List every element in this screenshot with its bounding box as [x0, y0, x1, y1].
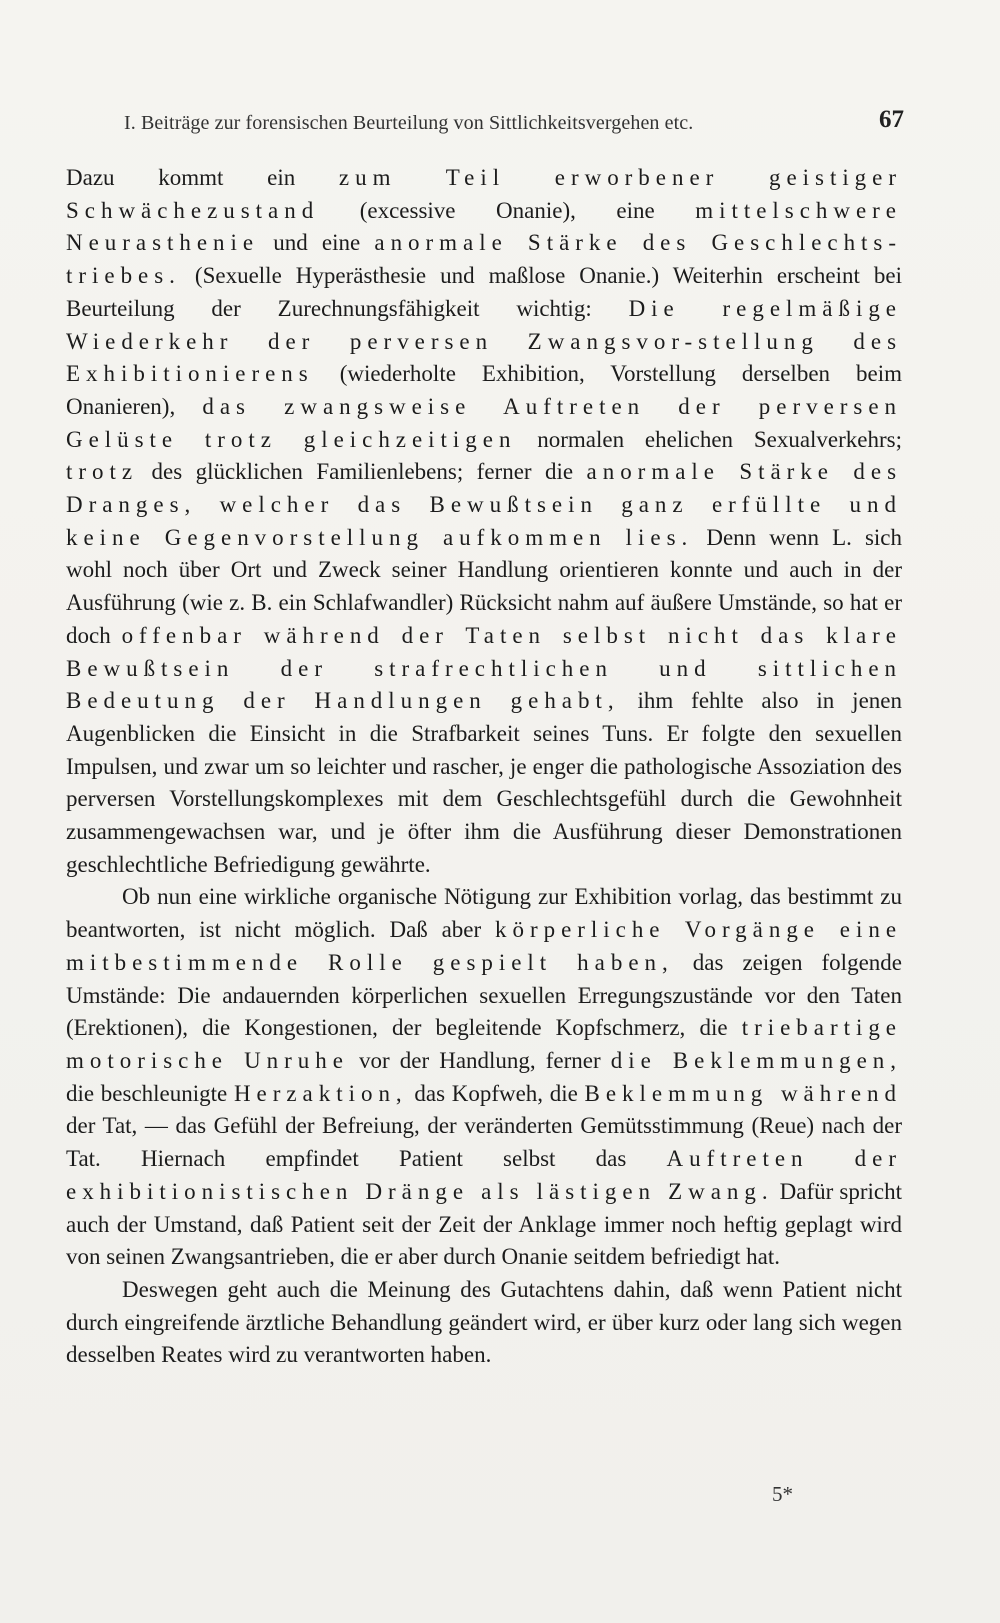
- spaced-emphasis-run: offenbar während der Taten selbst nicht das klare Bewußtsein der strafrechtlichen und sittlichen Bedeutung der Handlungen gehabt,: [66, 622, 902, 714]
- text-run: (wiederholte Exhibition, Vorstellung derselben beim Onanieren),: [66, 361, 902, 419]
- spaced-emphasis-run: mittelschwere Neurasthenie: [66, 197, 902, 256]
- text-run: Dazu kommt ein: [66, 165, 339, 190]
- text-run: vor der Handlung, ferner: [348, 1047, 611, 1073]
- text-run: der Tat, — das Gefühl der Befreiung, der veränderten Gemütsstimmung (Reue) nach der Tat. Hiernach empfindet Patient selbst das: [66, 1113, 902, 1172]
- text-run: Dafür spricht auch der Umstand, daß Patient seit der Zeit der Anklage immer noch heftig geplagt wird von seinen Zwangsantrieben, die er aber durch Onanie seitdem befriedigt hat.: [66, 1178, 902, 1270]
- text-run: Denn wenn L. sich wohl noch über Ort und Zweck seiner Handlung orientieren konnte und auch in der Ausführung (wie z. B. ein Schlafwandler) Rücksicht nahm auf äußere Umstände, so hat er doch: [66, 524, 902, 648]
- spaced-emphasis-run: Herzaktion,: [233, 1080, 408, 1106]
- spaced-emphasis-run: körperliche Vorgänge eine mitbestimmende Rolle gespielt haben,: [66, 917, 903, 975]
- signature-mark: 5*: [772, 1482, 793, 1506]
- spaced-emphasis-run: Die regelmäßige Wiederkehr der perversen Zwangsvor-stellung des Exhibitionierens: [66, 295, 902, 387]
- text-run: das Kopfweh, die: [407, 1080, 585, 1106]
- text-run: (excessive Onanie), eine: [319, 197, 696, 223]
- text-run: ihm fehlte also in jenen Augenblicken die Einsicht in die Strafbarkeit seines Tuns. Er folgte den sexuellen Impulsen, und zwar um so leichter und rascher, je enger die pathologische Assoziation des perversen Vorstellungskomplexes mit dem Geschlechtsgefühl durch die Gewohnheit zusammengewachsen war, und je öfter ihm die Ausführung dieser Demonstrationen geschlechtliche Befriedigung gewährte.: [66, 688, 902, 877]
- spaced-emphasis-run: anormale Stärke des Dranges, welcher das Bewußtsein ganz erfüllte und keine Gegenvorstellung aufkommen lies.: [66, 459, 902, 550]
- text-run: des glücklichen Familienlebens; ferner die: [138, 459, 587, 485]
- spaced-emphasis-run: anormale Stärke des Geschlechts-triebes.: [66, 230, 902, 289]
- running-header: [124, 108, 904, 138]
- spaced-emphasis-run: Auftreten der exhibitionistischen Dränge als lästigen Zwang.: [66, 1146, 902, 1204]
- text-run: die beschleunigte: [66, 1080, 234, 1106]
- text-run: das zeigen folgende Umstände: Die andauernden körperlichen sexuellen Erregungszustände vor den Taten (Erektionen), die Kongestionen, der begleitende Kopfschmerz, die: [66, 949, 902, 1041]
- running-title: I. Beiträge zur forensischen Beurteilung von Sittlichkeitsvergehen etc.: [124, 112, 694, 134]
- paragraph-2: [66, 881, 902, 1273]
- spaced-emphasis-run: trotz: [66, 459, 139, 485]
- spaced-emphasis-run: das zwangsweise Auftreten der perversen Gelüste trotz gleichzeitigen: [66, 393, 902, 452]
- text-run: und eine: [259, 230, 375, 256]
- text-run: (Sexuelle Hyperästhesie und maßlose Onanie.) Weiterhin erscheint bei Beurteilung der Zurechnungsfähigkeit wichtig:: [66, 263, 902, 321]
- paragraph-3: [66, 1274, 902, 1372]
- text-run: Deswegen geht auch die Meinung des Gutachtens dahin, daß wenn Patient nicht durch eingreifende ärztliche Behandlung geändert wird, er über kurz oder lang sich wegen desselben Reates wird zu verantworten haben.: [66, 1276, 902, 1368]
- page-number: 67: [879, 106, 904, 133]
- body-text: [66, 162, 902, 1372]
- spaced-emphasis-run: zum Teil erworbener geistiger Schwächezustand: [66, 165, 902, 223]
- spaced-emphasis-run: die Beklemmungen,: [610, 1047, 902, 1073]
- spaced-emphasis-run: Beklemmung während: [584, 1080, 902, 1106]
- text-run: Ob nun eine wirkliche organische Nötigung zur Exhibition vorlag, das bestimmt zu beantworten, ist nicht möglich. Daß aber: [66, 884, 902, 943]
- paragraph-1: [66, 162, 902, 881]
- spaced-emphasis-run: triebartige motorische Unruhe: [66, 1015, 902, 1073]
- text-run: normalen ehelichen Sexualverkehrs;: [516, 426, 902, 452]
